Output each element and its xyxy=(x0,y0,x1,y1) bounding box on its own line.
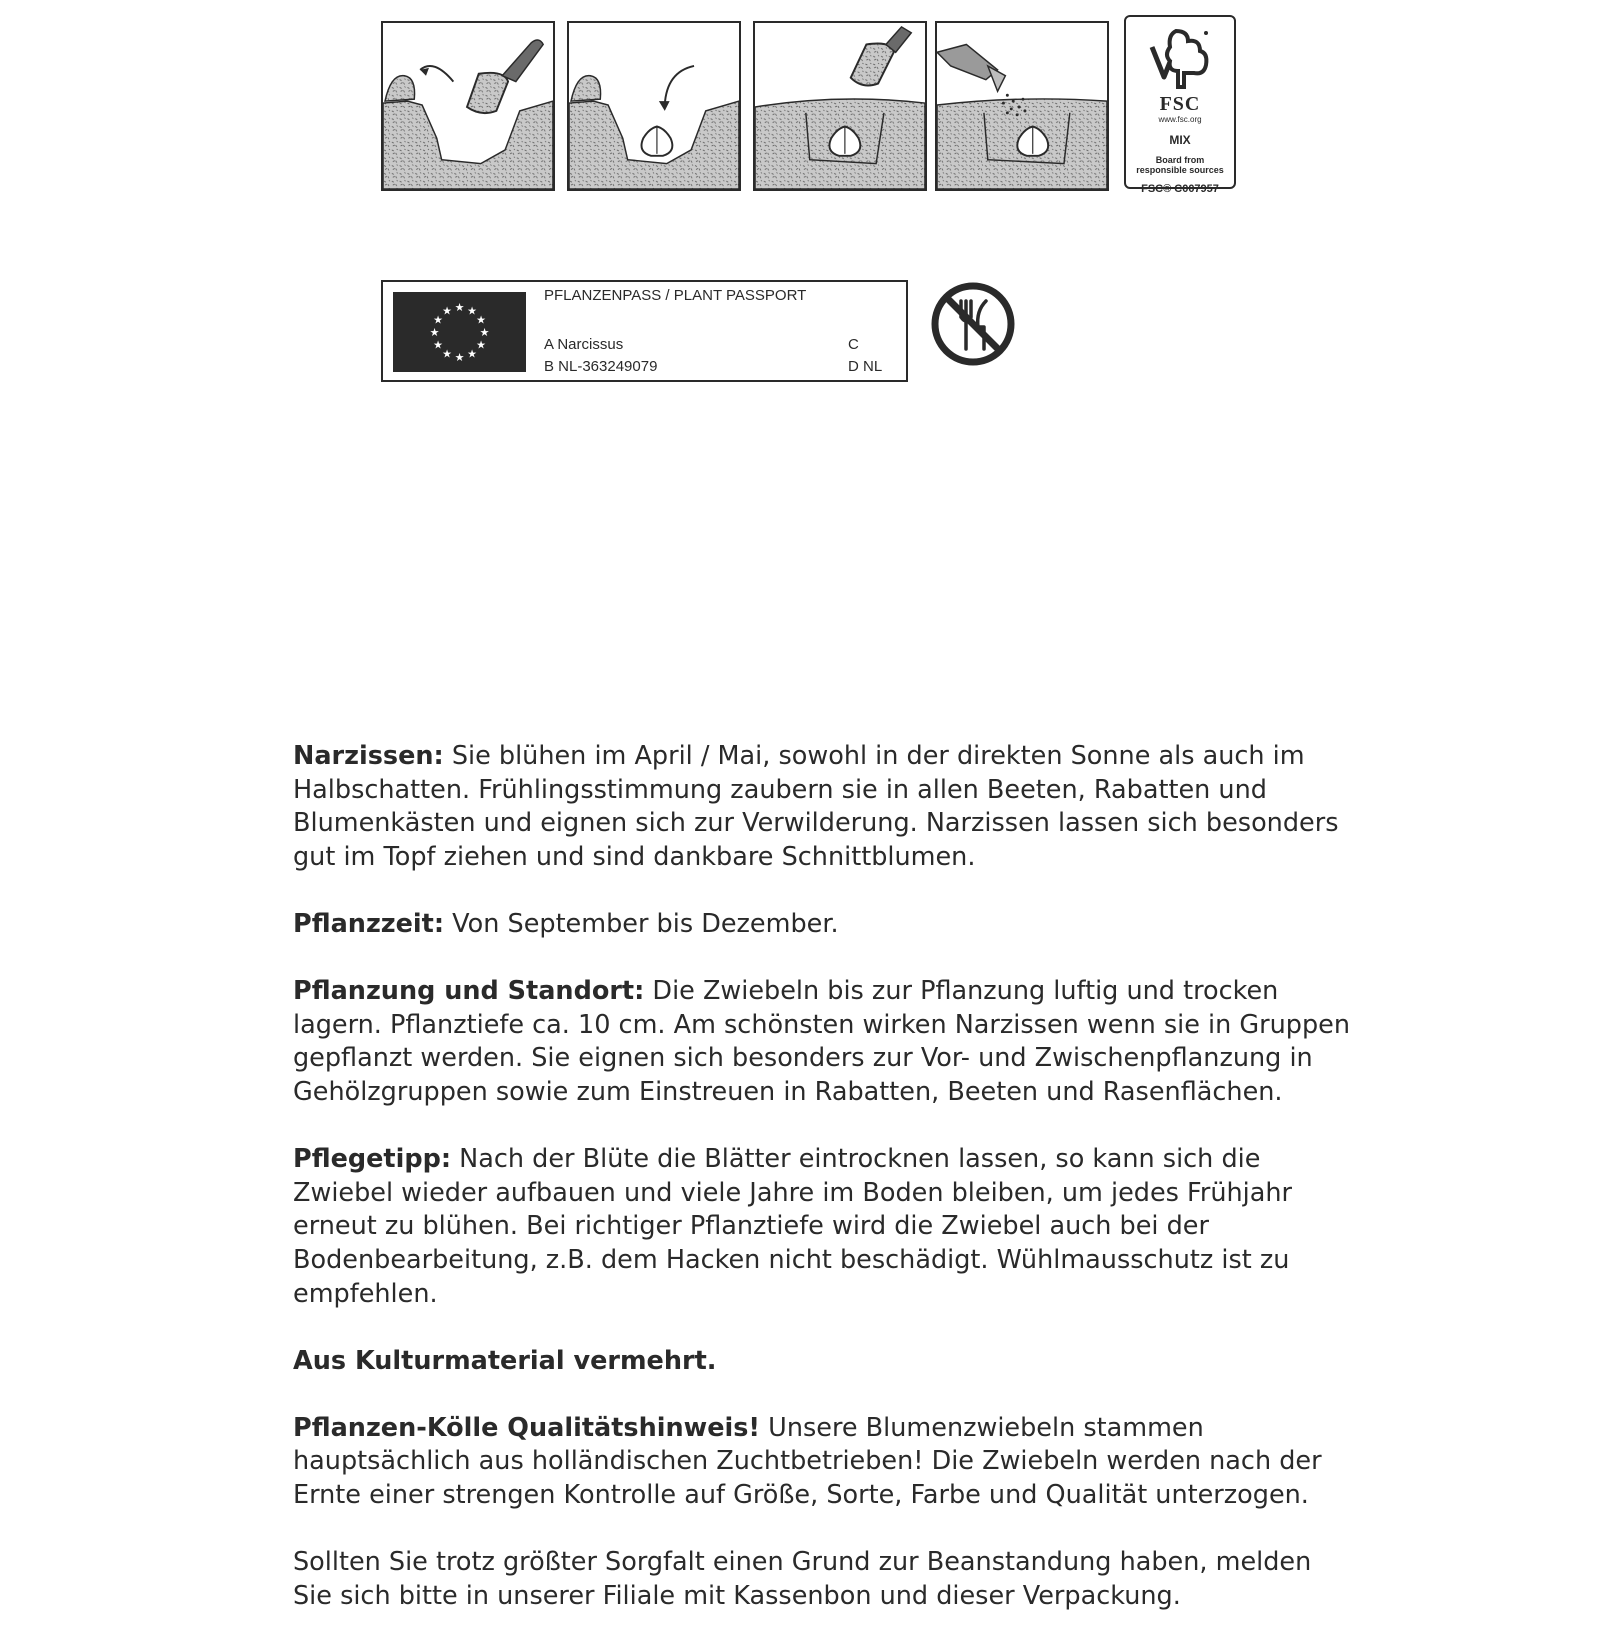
section-label: Aus Kulturmaterial vermehrt. xyxy=(293,1345,717,1376)
fsc-board-text: Board from responsible sources xyxy=(1136,155,1224,175)
eu-flag-icon xyxy=(393,292,526,372)
section-label: Pflegetipp: xyxy=(293,1144,452,1175)
fsc-url: www.fsc.org xyxy=(1158,115,1202,124)
section-pflanzung xyxy=(293,975,1353,1109)
fsc-tree-icon xyxy=(1148,25,1212,91)
plant-passport-field-d: D NL xyxy=(848,358,883,375)
svg-text:★: ★ xyxy=(467,347,477,361)
fsc-wordmark: FSC xyxy=(1159,93,1201,115)
svg-text:★: ★ xyxy=(479,326,490,339)
planting-step-dig-icon xyxy=(381,21,555,191)
plant-passport-title: PFLANZENPASS / PLANT PASSPORT xyxy=(544,287,807,304)
svg-text:★: ★ xyxy=(442,304,452,318)
section-beanstandung xyxy=(293,1546,1353,1613)
planting-step-cover-icon xyxy=(753,21,927,191)
plant-passport-field-c: C xyxy=(848,336,859,353)
svg-text:★: ★ xyxy=(433,338,443,352)
svg-text:★: ★ xyxy=(454,301,465,314)
section-narzissen xyxy=(293,740,1353,874)
plant-passport-field-b: B NL-363249079 xyxy=(544,358,658,375)
svg-text:★: ★ xyxy=(476,313,486,327)
section-body: Sollten Sie trotz größter Sorgfalt einen Grund zur Beanstandung haben, melden Sie sich bitte in unserer Filiale mit Kassenbon und dieser Verpackung. xyxy=(293,1547,1312,1611)
plant-passport-field-a: A Narcissus xyxy=(544,336,624,353)
section-body: Von September bis Dezember. xyxy=(444,908,839,939)
section-kulturmaterial xyxy=(293,1345,1353,1379)
section-qualitaetshinweis xyxy=(293,1412,1353,1513)
svg-text:★: ★ xyxy=(476,338,486,352)
section-pflanzzeit xyxy=(293,908,1353,942)
section-body: Unsere Blumenzwiebeln stammen hauptsächlich aus holländischen Zuchtbetrieben! Die Zwiebeln werden nach der Ernte einer strengen Kontrolle auf Größe, Sorte, Farbe und Qualität unterzogen. xyxy=(293,1412,1322,1511)
section-label: Pflanzzeit: xyxy=(293,908,445,939)
section-label: Pflanzung und Standort: xyxy=(293,976,645,1007)
fsc-mix-label: MIX xyxy=(1169,133,1191,147)
section-label: Pflanzen-Kölle Qualitätshinweis! xyxy=(293,1412,761,1443)
section-body: Sie blühen im April / Mai, sowohl in der direkten Sonne als auch im Halbschatten. Frühlingsstimmung zaubern sie in allen Beeten, Rabatten und Blumenkästen und eignen sich zur Verwilderung. Narzissen lassen sich besonders gut im Topf ziehen und sind dankbare Schnittblumen. xyxy=(293,741,1339,872)
svg-text:★: ★ xyxy=(429,326,440,339)
instructions-text xyxy=(293,740,1353,1647)
section-body: Die Zwiebeln bis zur Pflanzung luftig und trocken lagern. Pflanztiefe ca. 10 cm. Am schönsten wirken Narzissen wenn sie in Gruppen gepflanzt werden. Sie eignen sich besonders zur Vor- und Zwischenpflanzung in Gehölzgruppen sowie zum Einstreuen in Rabatten, Beeten und Rasenflächen. xyxy=(293,976,1351,1107)
section-pflegetipp xyxy=(293,1143,1353,1311)
svg-text:★: ★ xyxy=(467,304,477,318)
not-for-consumption-icon xyxy=(930,281,1016,367)
fsc-logo xyxy=(1124,15,1236,195)
svg-text:★: ★ xyxy=(433,313,443,327)
svg-text:★: ★ xyxy=(454,351,465,364)
planting-step-water-icon xyxy=(935,21,1109,191)
plant-passport-label xyxy=(381,280,908,382)
section-body: Nach der Blüte die Blätter eintrocknen lassen, so kann sich die Zwiebel wieder aufbauen und viele Jahre im Boden bleiben, um jedes Frühjahr erneut zu blühen. Bei richtiger Pflanztiefe wird die Zwiebel auch bei der Bodenbearbeitung, z.B. dem Hacken nicht beschädigt. Wühlmausschutz ist zu empfehlen. xyxy=(293,1144,1293,1309)
fsc-license-code: FSC® C007957 xyxy=(1141,183,1219,195)
planting-step-place-bulb-icon xyxy=(567,21,741,191)
section-label: Narzissen: xyxy=(293,741,444,771)
svg-text:★: ★ xyxy=(442,347,452,361)
